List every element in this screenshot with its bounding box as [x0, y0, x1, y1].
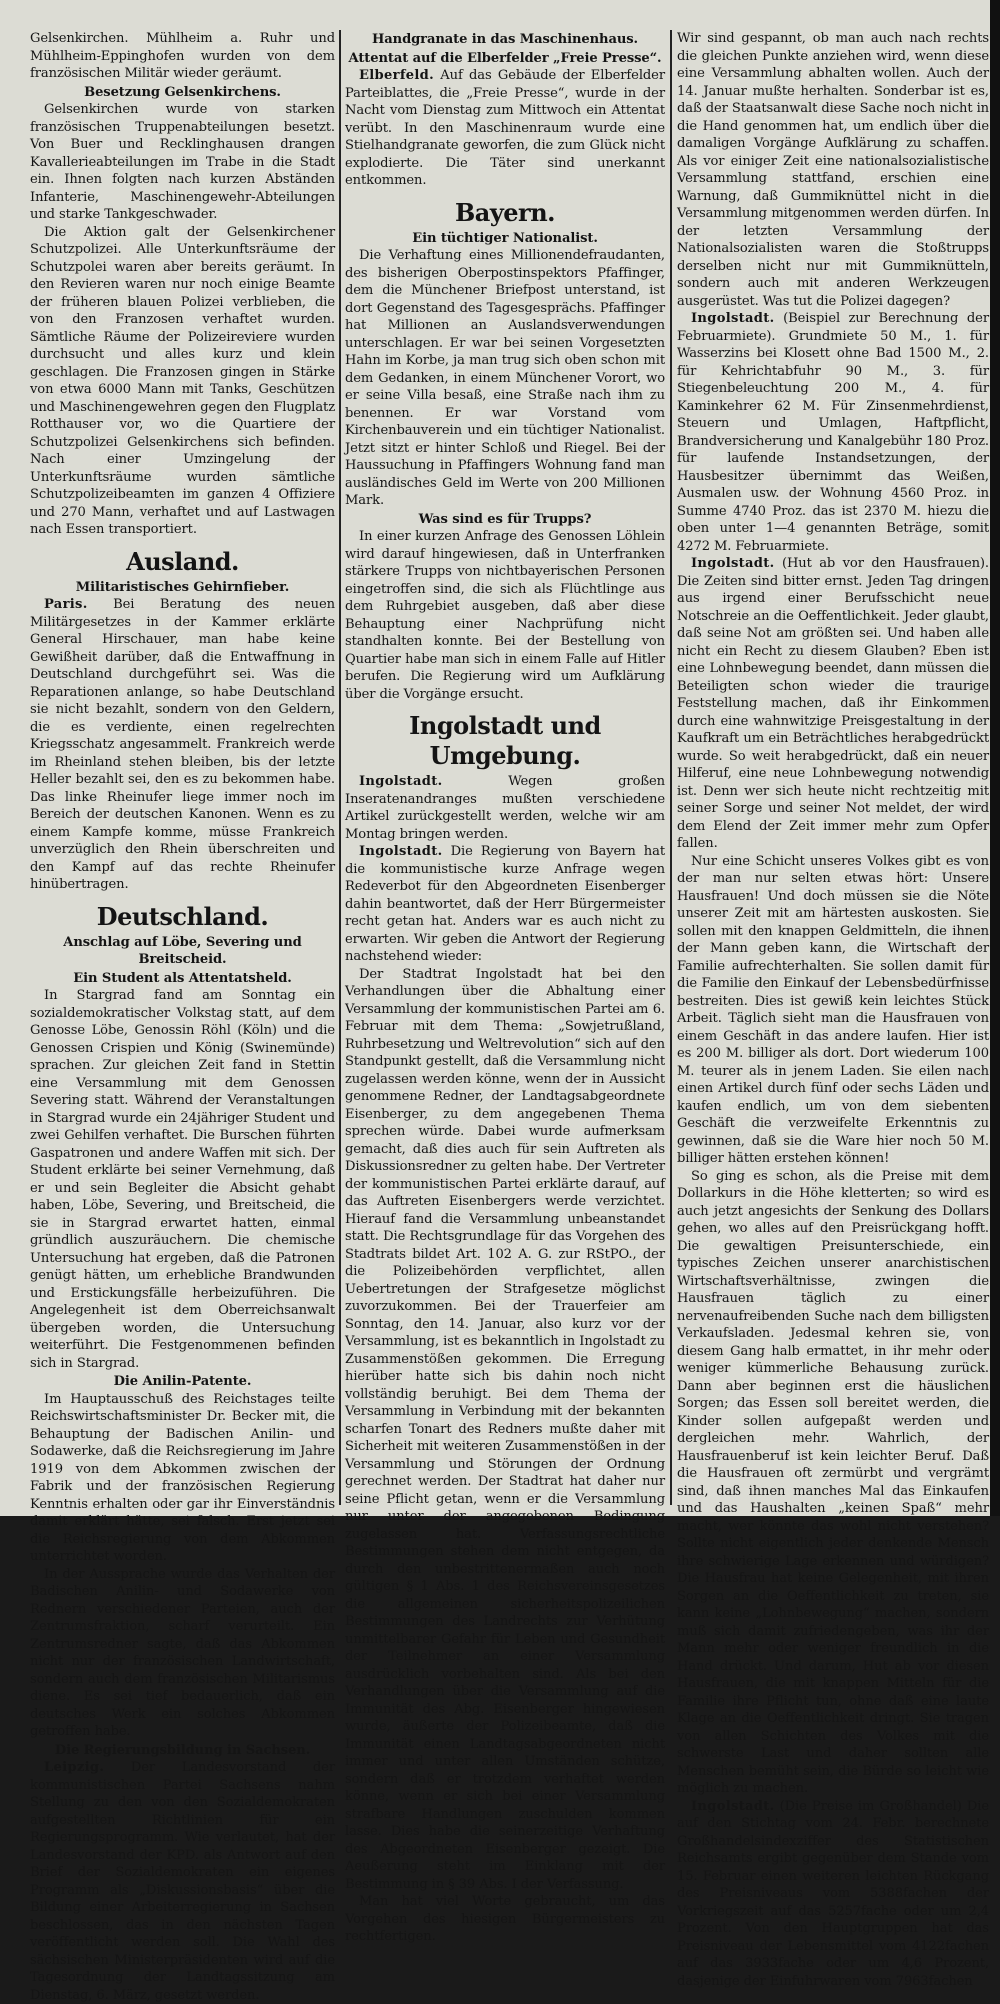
paragraph: Paris. Bei Beratung des neuen Militärgesetzes in der Kammer erklärte General Hirschauer, man habe keine Gewißheit darüber, daß die Entwaffnung in Deutschland durchgeführt sei. Was die Reparationen anlange, so habe Deutschland sie nicht bezahlt, sondern von den Geldern, die es verdiente, einen regelrechten Kriegsschatz angesammelt. Frankreich werde im Rheinland stehen bleiben, bis der letzte Heller bezahlt sei, den es zu bekommen habe. Das linke Rheinufer liege immer noch im Bereich der deutschen Kanonen. Wenn es zu einem Kampfe komme, müsse Frankreich unverzüglich den Rhein überschreiten und den Kampf auf das rechte Rheinufer hinübertragen.	[30, 597, 335, 892]
column-right	[677, 30, 989, 1989]
column-left	[30, 30, 335, 2003]
paragraph: So ging es schon, als die Preise mit dem Dollarkurs in die Höhe kletterten; so wird es auch jetzt angesichts der Senkung des Dollars gehen, wo alles auf den Preisrückgang hofft. Die gewaltigen Preisunterschiede, ein typisches Zeichen unserer anarchistischen Wirtschaftsverhältnisse, zwingen die Hausfrauen täglich zu einer nervenaufreibenden Suche nach dem billigsten Verkaufsladen. Jedesmal kehren sie, von diesem Gang halb ermattet, in ihr mehr oder weniger kümmerliche Behausung zurück. Dann aber beginnen erst die häuslichen Sorgen; das Essen soll bereitet werden, die Kinder sollen aufgepaßt werden und dergleichen mehr. Wahrlich, der Hausfrauenberuf ist kein leichter Beruf. Daß die Hausfrauen oft zermürbt und vergrämt sind, daß ihnen manches Mal das Einkaufen und das Haushalten „keinen Spaß“ mehr macht, wer könnte das wohl nicht verstehen? Sollte nicht eigentlich jeder denkende Mensch ihre schwierige Lage erkennen und würdigen? Die Hausfrau hat keine Gelegenheit, mit ihren Sorgen an die Oeffentlichkeit zu treten, sie kann keine „Lohnbewegung“ machen, sondern muß sich damit zufriedengeben, was ihr der Mann mehr oder weniger freundlich in die Hand drückt. Und darum, Hut ab vor diesen Hausfrauen, die mit knappen Mitteln für die Familie ihre Pflicht tun, ohne daß eine laute Klage an die Oeffentlichkeit dringt. Sie tragen von allen Schichten des Volkes mit die schwerste Last und daher sollten alle Menschen bemüht sein, die Bürde so leicht wie möglich zu machen.	[677, 1168, 989, 1796]
dateline: Ingolstadt.	[691, 311, 775, 326]
paragraph: Die Aktion galt der Gelsenkirchener Schutzpolizei. Alle Unterkunftsräume der Schutzpolei waren aber bereits geräumt. In den Revieren waren nur noch einige Beamte der früheren blauen Polizei verblieben, die von den Franzosen verhaftet wurden. Sämtliche Räume der Polizeireviere wurden durchsucht und alles kurz und klein geschlagen. Die Franzosen gingen in Stärke von etwa 6000 Mann mit Tanks, Geschützen und Maschinengewehren gegen den Flugplatz Rotthauser vor, wo die Quartiere der Schutzpolizei Gelsenkirchens sich befinden. Nach einer Umzingelung der Unterkunftsräume wurden sämtliche Schutzpolizeibeamten im ganzen 4 Offiziere und 270 Mann, verhaftet und auf Lastwagen nach Essen transportiert.	[30, 224, 335, 537]
paragraph: Ingolstadt. (Die Preise im Großhandel) Die auf den Stichtag vom 24. Febr. berechnete Großhandelsindexziffer des Statistischen Reichsamts ergibt gegenüber dem Stande vom 15. Februar einen weiteren leichten Rückgang des Preisniveaus vom 5388fachen der Vorkriegszeit auf das 5257fache oder um 2,4 Prozent. Von den Hauptgruppen hat das Preisniveau der Lebensmittel vom 4122fachen auf das 3933fache oder um 4,6 Prozent, dasjenige der Einfuhrwaren vom 7963fachen	[677, 1798, 989, 1989]
section-title-deutschland: Deutschland.	[96, 901, 269, 931]
section-title-ingolstadt: Ingolstadt und Umgebung.	[409, 711, 601, 770]
headline-anilin: Die Anilin-Patente.	[113, 1374, 252, 1389]
paragraph: Leipzig. Der Landesvorstand der kommunistischen Partei Sachsens nahm Stellung zu den von den Sozialdemokraten aufgestellten Richtlinien für ein Regierungsprogramm. Wie verlautet, hat der Landesvorstand der KPD. als Antwort auf den Brief der Sozialdemokraten ein eigenes Programm als „Diskussionsbasis“ über die Bildung einer Arbeiterregierung in Sachsen beschlossen, das in den nächsten Tagen veröffentlicht werden soll. Die Wahl des sächsischen Ministerpräsidenten wird auf die Tagesordnung der Landtagssitzung am Dienstag, 6. März, gesetzt werden.	[30, 1760, 335, 2003]
paragraph: Die Verhaftung eines Millionendefraudanten, des bisherigen Oberpostinspektors Pfaffinger, dem die Münchener Briefpost unterstand, ist dort Gegenstand des Tagesgesprächs. Pfaffinger hat Millionen an Auslandsverwendungen unterschlagen. Er war bei seinen Vorgesetzten Hahn im Korbe, ja man trug sich oben schon mit dem Gedanken, in einem Münchener Vorort, wo er seine Villa besaß, eine Straße nach ihm zu benennen. Er war Vorstand vom Kirchenbauverein und ein tüchtiger Nationalist. Jetzt sitzt er hinter Schloß und Riegel. Bei der Haussuchung in Pfaffingers Wohnung fand man ausländisches Geld im Werte von 200 Millionen Mark.	[345, 248, 665, 508]
headline-besetzung: Besetzung Gelsenkirchens.	[84, 84, 281, 100]
dateline: Ingolstadt.	[359, 844, 443, 859]
section-title-bayern: Bayern.	[455, 197, 555, 227]
headline-sachsen: Die Regierungsbildung in Sachsen.	[54, 1742, 311, 1758]
paragraph: Wir sind gespannt, ob man auch nach rechts die gleichen Punkte anziehen wird, wenn diese eine Versammlung abhalten wollen. Auch der 14. Januar mußte herhalten. Sonderbar ist es, daß der Staatsanwalt diese Sache noch nicht in die Hand genommen hat, um endlich über die damaligen Vorgänge Aufklärung zu schaffen. Als vor einiger Zeit eine nationalsozialistische Versammlung stattfand, erschien eine Warnung, daß Gummiknüttel nicht in die Versammlung mitgenommen werden dürfen. In der letzten Versammlung der Nationalsozialisten waren die Stoßtrupps derselben nicht nur mit Gummiknütteln, sondern auch mit anderen Werkzeugen ausgerüstet. Was tut die Polizei dagegen?	[677, 31, 989, 309]
paragraph: Ingolstadt. (Beispiel zur Berechnung der Februarmiete). Grundmiete 50 M., 1. für Wasserzins bei Klosett ohne Bad 1500 M., 2. für Kehrichtabfuhr 90 M., 3. für Stiegenbeleuchtung 200 M., 4. für Kaminkehrer 62 M. Für Zinsenmehrdienst, Steuern und Umlagen, Haftpflicht, Brandversicherung und Kanalgebühr 180 Proz. für laufende Instandsetzungen, der Hausbesitzer übernimmt das Weißen, Ausmalen usw. der Wohnung 4560 Proz. in Summe 4740 Proz. das ist 2370 M. hiezu die oben unter 1—4 genannten Beträge, somit 4272 M. Februarmiete.	[677, 311, 989, 554]
paragraph: Elberfeld. Auf das Gebäude der Elberfelder Parteiblattes, die „Freie Presse“, wurde in der Nacht vom Dienstag zum Mittwoch ein Attentat verübt. In den Maschinenraum wurde eine Stielhandgranate geworfen, die zum Glück nicht explodierte. Die Täter sind unerkannt entkommen.	[345, 68, 665, 188]
paragraph: Im Hauptausschuß des Reichstages teilte Reichswirtschaftsminister Dr. Becker mit, die Behauptung der Badischen Anilin- und Sodawerke, daß die Reichsregierung im Jahre 1919 von dem Abkommen zwischen der Fabrik und der französischen Regierung Kenntnis erhalten oder gar ihr Einverständnis damit erklärt hätte, sei falsch. Erst jetzt sei die Reichsregierung von dem Abkommen unterrichtet worden.	[30, 1391, 335, 1564]
paragraph: In einer kurzen Anfrage des Genossen Löhlein wird darauf hingewiesen, daß in Unterfranken stärkere Trupps von nichtbayerischen Personen eingetroffen sind, die sich als Flüchtlinge aus dem Ruhrgebiet ausgeben, daß aber diese Behauptung einer Nachprüfung nicht standhalten konnte. Bei der Bestellung von Quartier habe man sich in einem Falle auf Hitler berufen. Die Regierung wird um Aufklärung über die Vorgänge ersucht.	[345, 529, 665, 702]
column-rule	[339, 30, 341, 1505]
dateline: Paris.	[44, 597, 88, 612]
headline-nationalist: Ein tüchtiger Nationalist.	[412, 230, 598, 246]
paragraph: Ingolstadt. (Hut ab vor den Hausfrauen). Die Zeiten sind bitter ernst. Jeden Tag dringen aus irgend einer Berufsschicht neue Notschreie an die Oeffentlichkeit. Jeder glaubt, daß seine Not am größten sei. Und haben alle nicht ein Recht zu diesem Glauben? Eben ist eine Lohnbewegung beendet, dann müssen die Beteiligten schon wieder die traurige Feststellung machen, daß ihr Einkommen durch eine wahnwitzige Preisgestaltung in der Kaufkraft um ein Beträchtliches herabgedrückt wurde. So weit herabgedrückt, daß ein neuer Hilferuf, eine neue Lohnbewegung notwendig ist. Denn wer sich heute nicht rechtzeitig mit seiner Sorge und seiner Not meldet, der wird dem Elend der Zeit immer mehr zum Opfer fallen.	[677, 556, 989, 851]
headline-anschlag: Anschlag auf Löbe, Severing und Breitscheid.	[63, 934, 302, 967]
headline-handgranate: Handgranate in das Maschinenhaus.	[372, 32, 638, 47]
dateline: Elberfeld.	[359, 68, 434, 83]
headline-trupps: Was sind es für Trupps?	[418, 511, 592, 527]
column-middle	[345, 30, 666, 1944]
paragraph: Nur eine Schicht unseres Volkes gibt es von der man nur selten etwas hört: Unsere Hausfrauen! Und doch müssen sie die Nöte unserer Zeit mit am härtesten auskosten. Sie sollen mit den knappen Geldmitteln, die ihnen der Mann geben kann, die Wirtschaft der Familie aufrechterhalten. Sie sollen damit für die Familie den Einkauf der Lebensbedürfnisse bestreiten. Dies ist gewiß kein leichtes Stück Arbeit. Täglich sieht man die Hausfrauen von einem Geschäft in das andere laufen. Hier ist es 200 M. billiger als dort. Dort wiederum 100 M. teurer als in jenem Laden. Sie eilen nach einen Artikel durch fünf oder sechs Läden und kaufen endlich, um von dem siebenten Geschäft die verzweifelte Erkenntnis zu gewinnen, daß sie die Ware hier noch 50 M. billiger hätten erstehen können!	[677, 853, 989, 1166]
section-title-ausland: Ausland.	[126, 546, 239, 576]
paragraph: Ingolstadt. Wegen großen Inseratenandranges mußten verschiedene Artikel zurückgestellt werden, welche wir am Montag bringen werden.	[345, 774, 665, 842]
subheadline-attentat: Attentat auf die Elberfelder „Freie Presse“.	[348, 50, 662, 66]
dateline: Ingolstadt.	[691, 1798, 775, 1814]
dateline: Ingolstadt.	[359, 774, 443, 789]
paragraph: In der Aussprache wurde das Verhalten der Badischen Anilin- und Sodawerke von Rednern verschiedener Parteien, auch der Zentrumsfraktion, scharf verurteilt. Ein Zentrumsredner sagte, daß das Abkommen nicht nur der französischen Landwirtschaft, sondern auch dem französischen Militarismus diene. Es sei tief bedauerlich, daß ein deutsches Werk ein solches Abkommen getroffen habe.	[30, 1566, 335, 1739]
column-rule	[670, 30, 672, 1505]
paragraph: In Stargrad fand am Sonntag ein sozialdemokratischer Volkstag statt, auf dem Genosse Löbe, Genossin Röhl (Köln) und die Genossen Crispien und König (Swinemünde) sprachen. Zur gleichen Zeit fand in Stettin eine Versammlung mit dem Genossen Severing statt. Während der Veranstaltungen in Stargrad wurde ein 24jähriger Student und zwei Gehilfen verhaftet. Die Burschen führten Gaspatronen und andere Waffen mit sich. Der Student erklärte bei seiner Vernehmung, daß er und sein Begleiter die Absicht gehabt haben, Löbe, Severing, und Breitscheid, die sie in Stargrad erwartet hatten, einmal gründlich auszuräuchern. Die chemische Untersuchung hat ergeben, daß die Patronen genügt hätten, um erhebliche Brandwunden und Erstickungsfälle herbeizuführen. Die Angelegenheit ist dem Oberreichsanwalt übergeben worden, die Untersuchung weiterführt. Die Festgenommenen befinden sich in Stargrad.	[30, 988, 335, 1371]
paragraph: Gelsenkirchen wurde von starken französischen Truppenabteilungen besetzt. Von Buer und Recklinghausen drangen Kavallerieabteilungen im Trabe in die Stadt ein. Ihnen folgten nach kurzen Abständen Infanterie, Maschinengewehr-Abteilungen und starke Tankgeschwader.	[30, 102, 335, 222]
paragraph: Gelsenkirchen. Mühlheim a. Ruhr und Mühlheim-Eppinghofen wurden von dem französischen Militär wieder geräumt.	[30, 31, 335, 81]
page-edge-shadow	[990, 0, 1000, 1516]
paragraph: Ingolstadt. Die Regierung von Bayern hat die kommunistische kurze Anfrage wegen Redeverbot für den Abgeordneten Eisenberger dahin beantwortet, daß der Herr Bürgermeister recht getan hat. Anders war es auch nicht zu erwarten. Wir geben die Antwort der Regierung nachstehend wieder:	[345, 844, 666, 964]
headline-militarismus: Militaristisches Gehirnfieber.	[75, 579, 290, 595]
paragraph: Man hat viel Worte gebraucht, um das Vorgehen des hiesigen Bürgermeisters zu rechtfertigen.	[345, 1894, 665, 1944]
subheadline-student: Ein Student als Attentatsheld.	[73, 970, 292, 986]
dateline: Leipzig.	[44, 1760, 105, 1775]
paragraph: Der Stadtrat Ingolstadt hat bei den Verhandlungen über die Abhaltung einer Versammlung der kommunistischen Partei am 6. Februar mit dem Thema: „Sowjetrußland, Ruhrbesetzung und Weltrevolution“ sich auf den Standpunkt gestellt, daß die Versammlung nicht zugelassen werden könne, wenn der in Aussicht genommene Redner, der Landtagsabgeordnete Eisenberger, zu dem angegebenen Thema sprechen würde. Dabei wurde aufmerksam gemacht, daß dies auch für sein Auftreten als Diskussionsredner zu gelten habe. Der Vertreter der kommunistischen Partei erklärte darauf, auf das Auftreten Eisenbergers werde verzichtet. Hierauf fand die Versammlung unbeanstandet statt. Die Rechtsgrundlage für das Vorgehen des Stadtrats bildet Art. 102 A. G. zur RStPO., der die Polizeibehörden verpflichtet, allen Uebertretungen der Strafgesetze möglichst zuvorzukommen. Bei der Trauerfeier am Sonntag, den 14. Januar, also kurz vor der Versammlung, ist es bekanntlich in Ingolstadt zu Zusammenstößen gekommen. Die Erregung hierüber hatte sich bis dahin noch nicht vollständig beruhigt. Bei dem Thema der Versammlung in Verbindung mit der bekannten scharfen Tonart des Redners mußte daher mit Sicherheit mit weiteren Zusammenstößen in der Versammlung und Störungen der Ordnung gerechnet werden. Der Stadtrat hat daher nur seine Pflicht getan, wenn er die Versammlung nur unter der angegebenen Bedingung zugelassen hat. Verfassungsrechtliche Bestimmungen stehen dem nicht entgegen, da durch den unbestrittenermaßen auch noch gültigen § 1 Abs. 1 des Reichsvereinsgesetzes die allgemeinen sicherheitspolizeilichen Bestimmungen des Landrechts zur Verhütung unmittelbarer Gefahr für Leben und Gesundheit der Teilnehmer an einer Versammlung ausdrücklich vorbehalten sind. Als bei den Verhandlungen über die Versammlung auf die Immunität des Abg. Eisenberger hingewiesen wurde, äußerte der Polizeibeamte, daß die Immunität einen Landtagsabgeordneten nicht immer und unter allen Umständen schütze, sondern daß er trotzdem verhaftet werden könne, wenn er sich bei einer Versammlung strafbare Handlungen zuschulden kommen lasse. Dies habe die seinerzeitige Verhaftung des Abgeordneten Eisenberger gezeigt. Die Aeußerung steht im Einklang mit der Bestimmung in § 39 Abs. I der Verfassung.	[345, 966, 665, 1892]
dateline: Ingolstadt.	[691, 556, 775, 571]
